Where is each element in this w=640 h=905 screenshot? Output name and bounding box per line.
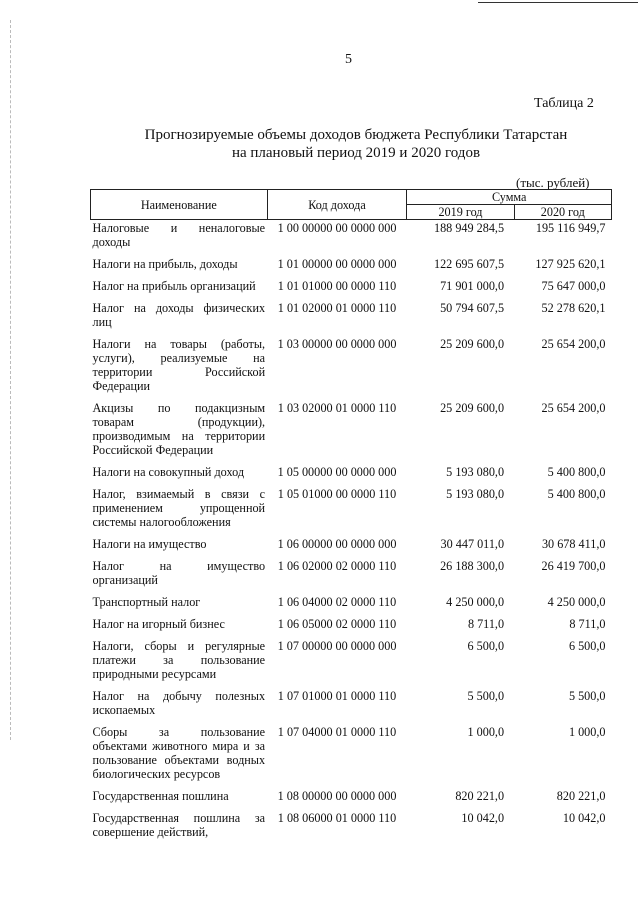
row-value-2019: 8 711,0 xyxy=(467,617,505,631)
row-value-2020: 25 654 200,0 xyxy=(541,401,606,415)
row-name: Налоги на имущество xyxy=(92,537,207,551)
row-code: 1 05 00000 00 0000 000 xyxy=(277,465,397,479)
table-row xyxy=(91,279,612,301)
row-value-2019: 820 221,0 xyxy=(455,789,505,803)
row-value-2020: 25 654 200,0 xyxy=(541,337,606,351)
header-year-2019: 2019 год xyxy=(407,205,514,220)
row-code: 1 01 02000 01 0000 110 xyxy=(277,301,397,315)
table-row xyxy=(91,401,612,465)
units-note: (тыс. рублей) xyxy=(516,175,590,190)
revenue-table xyxy=(90,189,612,847)
row-code: 1 06 05000 02 0000 110 xyxy=(277,617,397,631)
table-row xyxy=(91,639,612,689)
row-value-2020: 75 647 000,0 xyxy=(541,279,606,293)
row-name: Налог, взимаемый в связи с применением упрощенной системы налогообложения xyxy=(92,487,266,529)
row-name: Налог на игорный бизнес xyxy=(92,617,225,631)
row-value-2019: 188 949 284,5 xyxy=(433,221,505,235)
page-number: 5 xyxy=(345,52,352,67)
table-row xyxy=(91,257,612,279)
row-value-2020: 26 419 700,0 xyxy=(541,559,606,573)
header-year-2020: 2020 год xyxy=(514,205,611,220)
row-code: 1 05 01000 00 0000 110 xyxy=(277,487,397,501)
row-name: Налоги, сборы и регулярные платежи за пользование природными ресурсами xyxy=(92,639,266,681)
row-value-2019: 25 209 600,0 xyxy=(440,337,505,351)
table-row xyxy=(91,559,612,595)
row-name: Налоговые и неналоговые доходы xyxy=(92,221,266,249)
row-code: 1 01 01000 00 0000 110 xyxy=(277,279,397,293)
row-value-2020: 5 500,0 xyxy=(568,689,606,703)
table-row xyxy=(91,725,612,789)
header-code: Код дохода xyxy=(267,190,407,220)
row-value-2019: 71 901 000,0 xyxy=(440,279,505,293)
row-value-2019: 30 447 011,0 xyxy=(440,537,505,551)
table-row xyxy=(91,337,612,401)
row-value-2019: 5 500,0 xyxy=(467,689,505,703)
table-row xyxy=(91,689,612,725)
table-row xyxy=(91,301,612,337)
row-value-2019: 122 695 607,5 xyxy=(433,257,505,271)
table-row xyxy=(91,220,612,258)
row-value-2019: 26 188 300,0 xyxy=(440,559,505,573)
table-row xyxy=(91,465,612,487)
row-name: Налог на прибыль организаций xyxy=(92,279,256,293)
row-value-2020: 10 042,0 xyxy=(562,811,606,825)
row-value-2020: 1 000,0 xyxy=(568,725,606,739)
row-value-2020: 820 221,0 xyxy=(556,789,606,803)
row-name: Транспортный налог xyxy=(92,595,201,609)
row-code: 1 07 04000 01 0000 110 xyxy=(277,725,397,739)
row-value-2020: 195 116 949,7 xyxy=(535,221,606,235)
row-code: 1 06 02000 02 0000 110 xyxy=(277,559,397,573)
document-title xyxy=(96,126,616,162)
table-row xyxy=(91,537,612,559)
row-code: 1 08 06000 01 0000 110 xyxy=(277,811,397,825)
row-code: 1 07 00000 00 0000 000 xyxy=(277,639,397,653)
row-code: 1 01 00000 00 0000 000 xyxy=(277,257,397,271)
row-name: Государственная пошлина за совершение действий, xyxy=(92,811,266,839)
row-name: Налоги на товары (работы, услуги), реализуемые на территории Российской Федерации xyxy=(92,337,266,393)
header-sum: Сумма xyxy=(407,190,612,205)
table-row xyxy=(91,595,612,617)
row-name: Государственная пошлина xyxy=(92,789,229,803)
row-name: Сборы за пользование объектами животного мира и за пользование объектами водных биологических ресурсов xyxy=(92,725,266,781)
row-value-2019: 5 193 080,0 xyxy=(446,487,505,501)
row-code: 1 07 01000 01 0000 110 xyxy=(277,689,397,703)
row-value-2020: 127 925 620,1 xyxy=(535,257,606,271)
row-name: Налог на добычу полезных ископаемых xyxy=(92,689,266,717)
row-value-2020: 52 278 620,1 xyxy=(541,301,606,315)
binding-margin-marks xyxy=(10,20,12,740)
row-name: Налог на имущество организаций xyxy=(92,559,266,587)
table-label: Таблица 2 xyxy=(534,96,594,111)
row-code: 1 08 00000 00 0000 000 xyxy=(277,789,397,803)
row-value-2019: 10 042,0 xyxy=(461,811,505,825)
row-name: Налог на доходы физических лиц xyxy=(92,301,266,329)
row-code: 1 03 02000 01 0000 110 xyxy=(277,401,397,415)
row-value-2020: 30 678 411,0 xyxy=(541,537,606,551)
row-name: Налоги на прибыль, доходы xyxy=(92,257,238,271)
row-code: 1 06 04000 02 0000 110 xyxy=(277,595,397,609)
row-value-2019: 4 250 000,0 xyxy=(446,595,505,609)
row-value-2020: 8 711,0 xyxy=(569,617,606,631)
row-value-2019: 25 209 600,0 xyxy=(440,401,505,415)
row-value-2019: 6 500,0 xyxy=(467,639,505,653)
row-name: Налоги на совокупный доход xyxy=(92,465,245,479)
row-value-2020: 6 500,0 xyxy=(568,639,606,653)
top-rule xyxy=(478,2,638,3)
row-value-2019: 1 000,0 xyxy=(467,725,505,739)
title-line-2: на плановый период 2019 и 2020 годов xyxy=(231,145,481,161)
row-name: Акцизы по подакцизным товарам (продукции), производимым на территории Российской Федерации xyxy=(92,401,266,457)
table-row xyxy=(91,487,612,537)
row-value-2020: 5 400 800,0 xyxy=(547,487,606,501)
table-row xyxy=(91,617,612,639)
row-value-2019: 5 193 080,0 xyxy=(446,465,505,479)
row-value-2020: 5 400 800,0 xyxy=(547,465,606,479)
row-code: 1 03 00000 00 0000 000 xyxy=(277,337,397,351)
row-code: 1 06 00000 00 0000 000 xyxy=(277,537,397,551)
table-row xyxy=(91,789,612,811)
header-name: Наименование xyxy=(91,190,268,220)
row-value-2020: 4 250 000,0 xyxy=(547,595,606,609)
row-value-2019: 50 794 607,5 xyxy=(440,301,505,315)
table-row xyxy=(91,811,612,847)
row-code: 1 00 00000 00 0000 000 xyxy=(277,221,397,235)
title-line-1: Прогнозируемые объемы доходов бюджета Республики Татарстан xyxy=(144,127,568,143)
